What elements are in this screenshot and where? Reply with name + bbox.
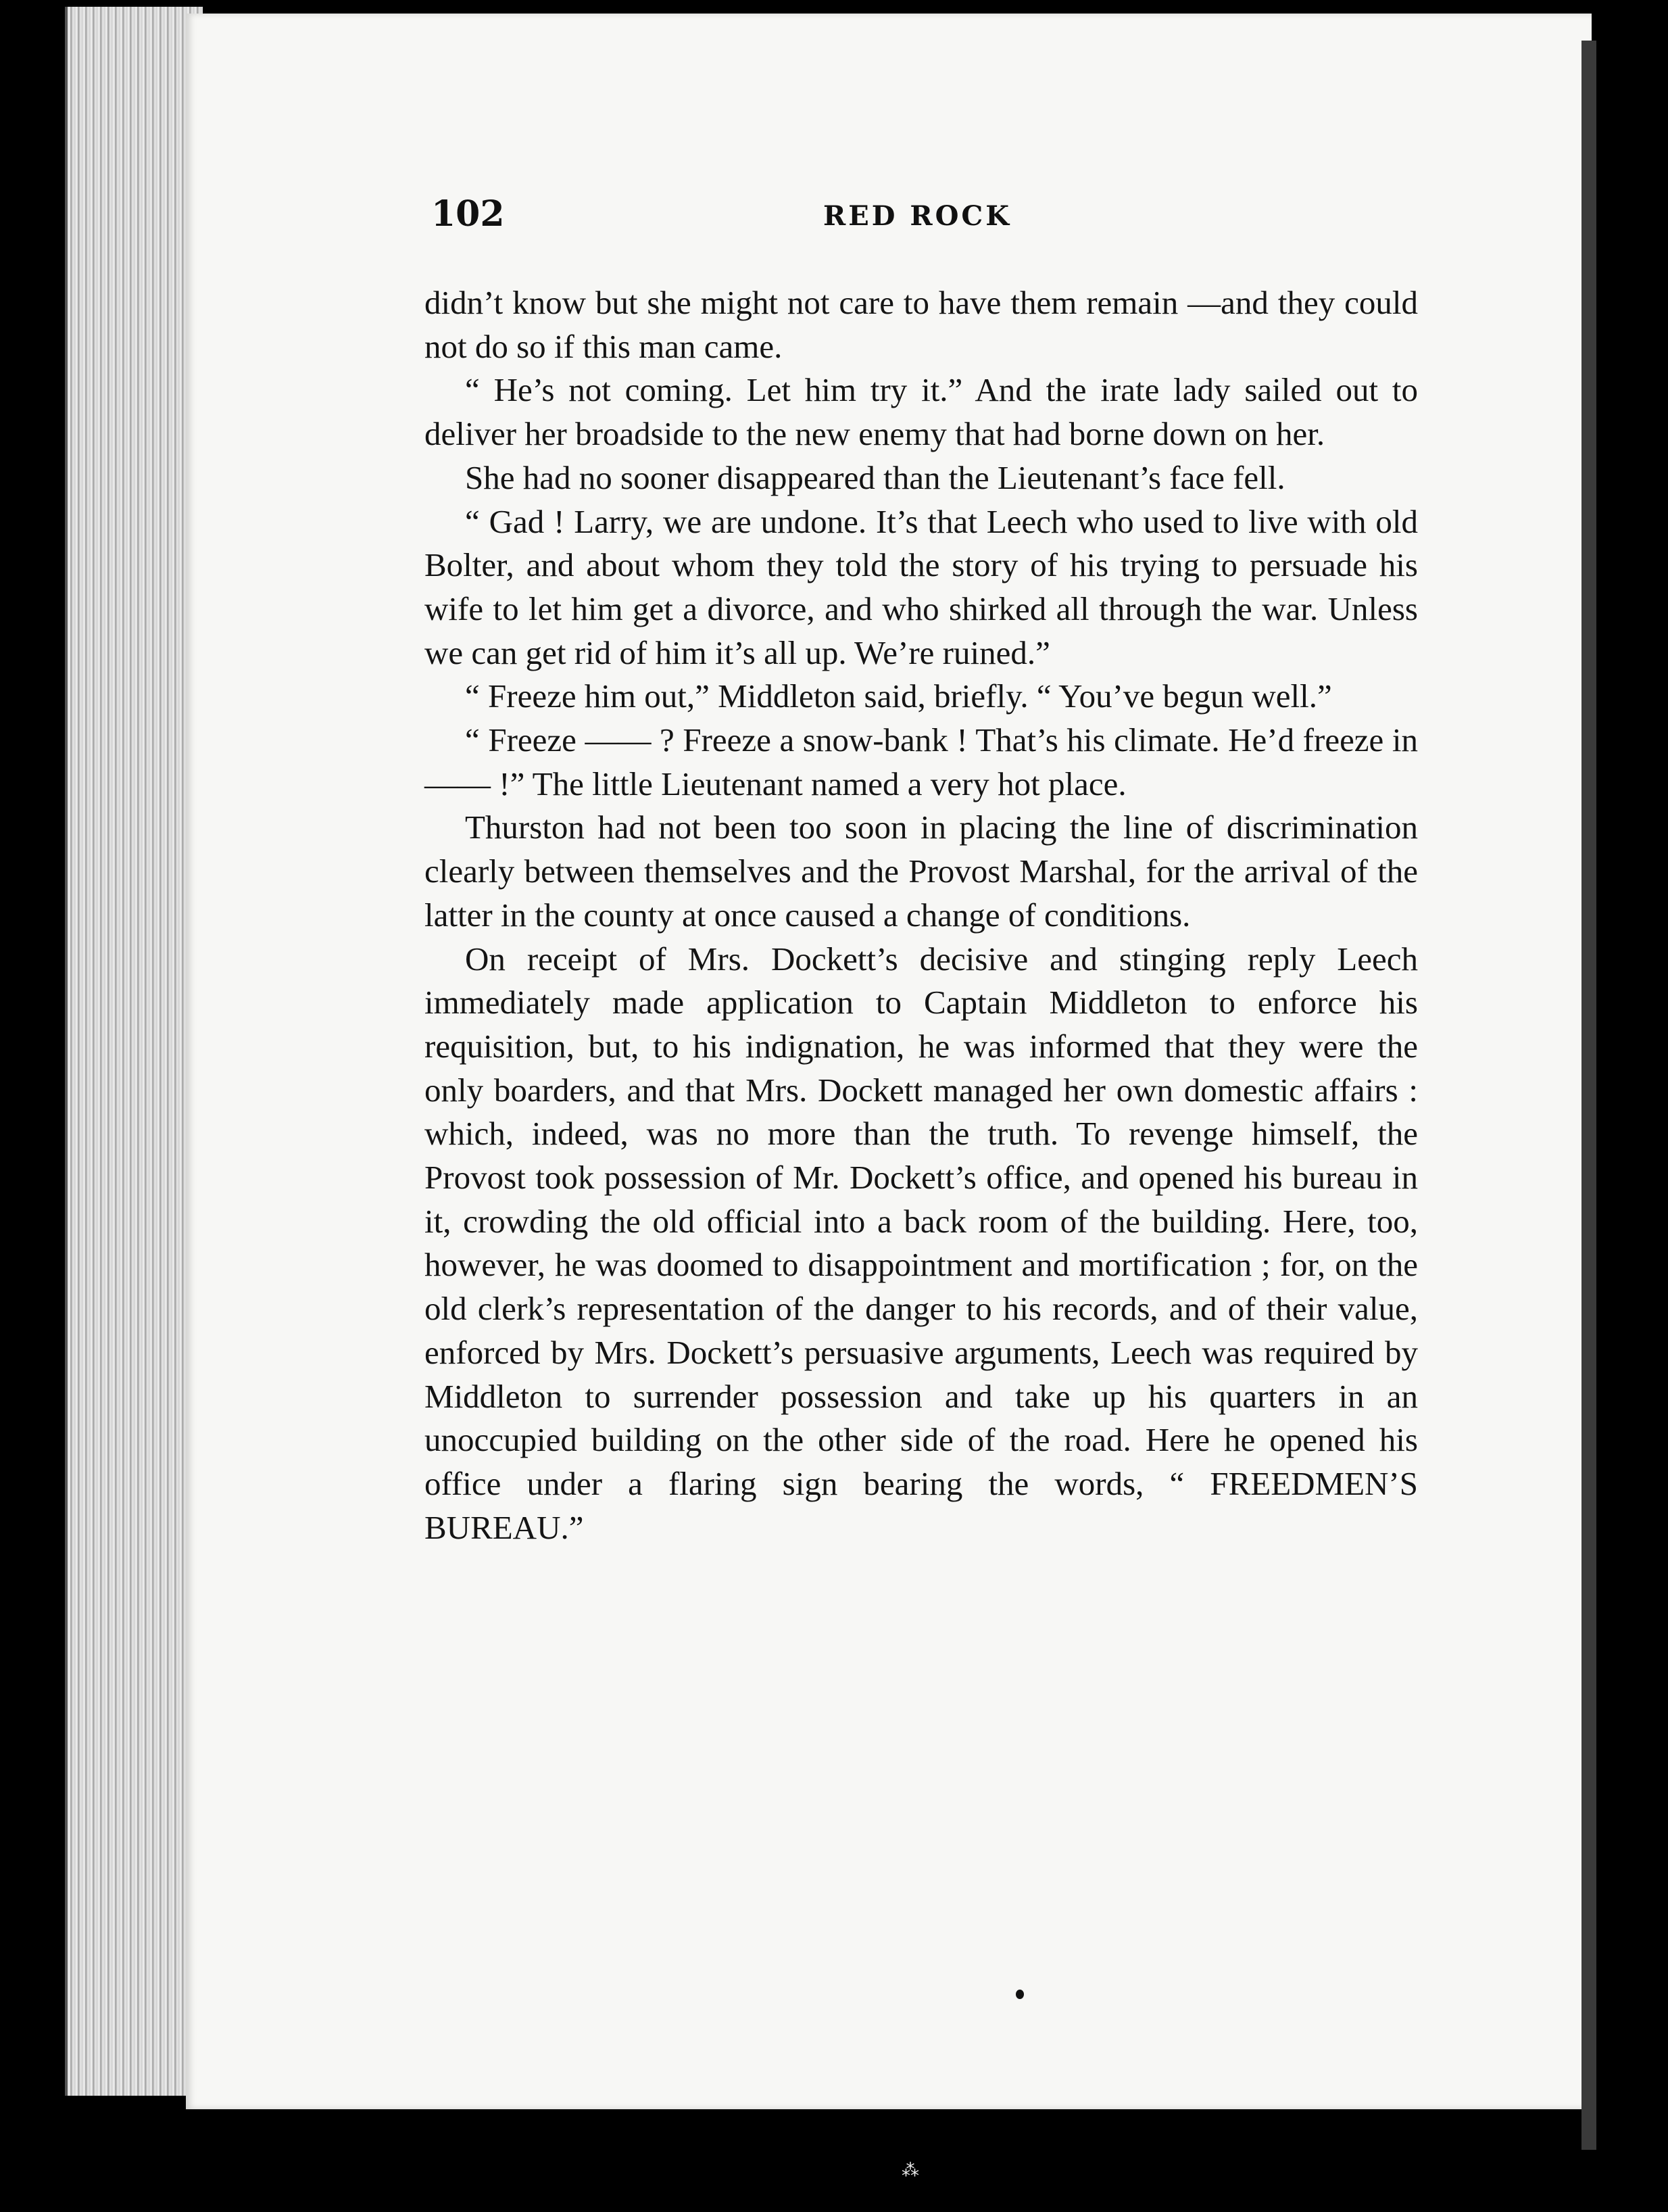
paragraph: She had no sooner disappeared than the Lieutenant’s face fell. bbox=[465, 458, 1285, 496]
paragraph: didn’t know but she might not care to have them remain —and they could not do so if this man came. bbox=[424, 284, 1418, 365]
paragraph: “ He’s not coming. Let him try it.” And the irate lady sailed out to deliver her broadside to the new enemy that had borne down on her. bbox=[424, 371, 1418, 453]
running-head: RED ROCK bbox=[823, 200, 1012, 232]
right-page-edge bbox=[1581, 41, 1596, 2150]
paragraph: “ Freeze —— ? Freeze a snow-bank ! That’s his climate. He’d freeze in —— !” The little Lieutenant named a very hot place. bbox=[424, 721, 1418, 802]
page-dot bbox=[1016, 1990, 1024, 1999]
paragraph: On receipt of Mrs. Dockett’s decisive and stinging reply Leech immediately made application to Captain Middleton to enforce his requisition, but, to his indignation, he was informed that they were the only boarders, and that Mrs. Dockett managed her own domestic affairs : which, indeed, was no more than the truth. To revenge himself, the Provost took possession of Mr. Dockett’s office, and opened his bureau in it, crowding the old official into a back room of the building. Here, too, however, he was doomed to disappointment and mortification ; for, on the old clerk’s representation of the danger to his records, and of their value, enforced by Mrs. Dockett’s persuasive arguments, Leech was required by Middleton to surrender possession and take up his quarters in an unoccupied building on the other side of the road. Here he opened his office under a flaring sign bearing the words, “ FREEDMEN’S BUREAU.” bbox=[424, 940, 1418, 1546]
paragraph: Thurston had not been too soon in placing the line of discrimination clearly between themselves and the Provost Marshal, for the arrival of the latter in the county at once caused a change of conditions. bbox=[424, 809, 1418, 934]
paragraph: “ Gad ! Larry, we are undone. It’s that Leech who used to live with old Bolter, and about whom they told the story of his trying to persuade his wife to let him get a divorce, and who shirked all through the war. Unless we can get rid of him it’s all up. We’re ruined.” bbox=[424, 502, 1418, 671]
paragraph: “ Freeze him out,” Middleton said, briefly. “ You’ve begun well.” bbox=[465, 677, 1332, 715]
page-header bbox=[431, 193, 1418, 247]
page-number: 102 bbox=[431, 193, 505, 235]
stacked-page-edges bbox=[68, 7, 203, 2096]
scan-marks: ⁂ bbox=[902, 2161, 919, 2181]
right-background bbox=[1596, 41, 1668, 2212]
body-text bbox=[424, 281, 1418, 1549]
